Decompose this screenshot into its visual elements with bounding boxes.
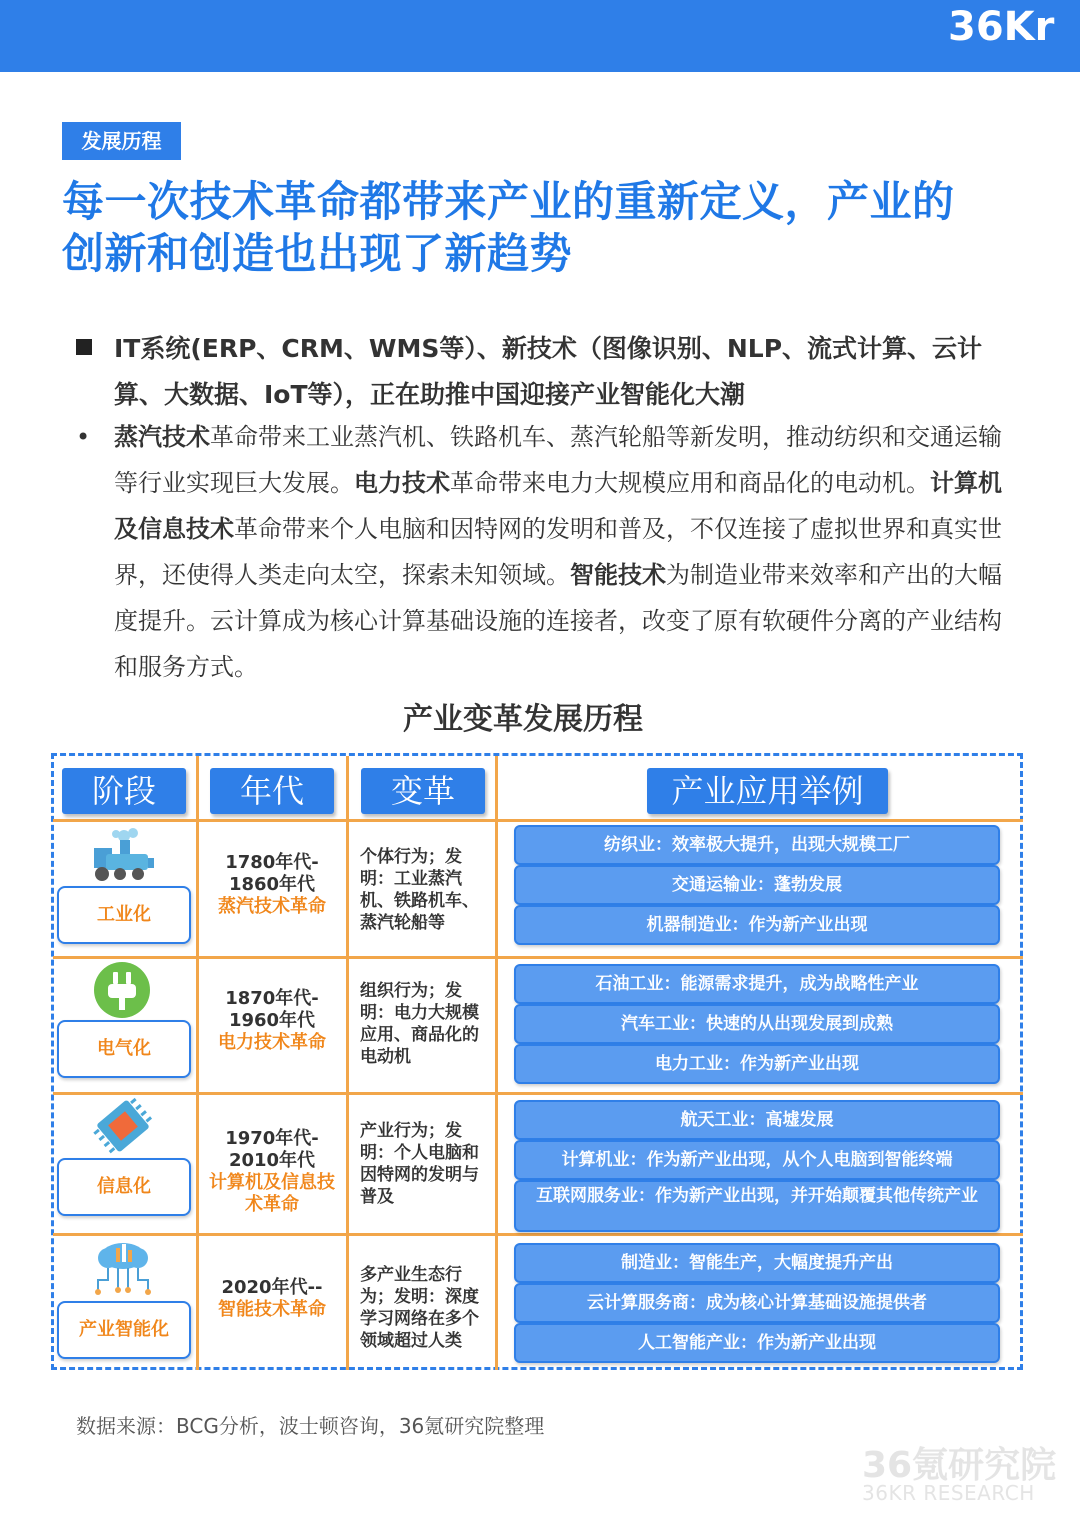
header-stage: 阶段 — [62, 768, 186, 814]
top-banner — [0, 0, 1080, 72]
stage-label: 信息化 — [57, 1158, 191, 1216]
stage-label: 电气化 — [57, 1020, 191, 1078]
example-box: 纺织业：效率极大提升，出现大规模工厂 — [514, 825, 1000, 865]
headline-line-2: 创新和创造也出现了新趋势 — [62, 229, 573, 278]
example-box: 计算机业：作为新产业出现，从个人电脑到智能终端 — [514, 1140, 1000, 1180]
main-bullet — [76, 326, 1006, 418]
main-bullet-line-1: IT系统(ERP、CRM、WMS等）、新技术（图像识别、NLP、流式计算、云计 — [114, 334, 983, 363]
para-text: 为制造业带来效率和产出的大幅度提升。云计算成为核心计算基础设施的连接者，改变了原有软硬件分离的产业结构和服务方式。 — [114, 561, 1002, 681]
era-text: 1860年代 — [228, 874, 316, 895]
change-cell: 产业行为；发明：个人电脑和因特网的发明与普及 — [360, 1121, 479, 1207]
stage-label: 产业智能化 — [57, 1301, 191, 1359]
main-bullet-line-2: 算、大数据、IoT等），正在助推中国迎接产业智能化大潮 — [114, 380, 746, 409]
para-text: 革命带来电力大规模应用和商品化的电动机。 — [450, 469, 930, 497]
example-box: 人工智能产业：作为新产业出现 — [514, 1323, 1000, 1363]
column-divider — [346, 756, 349, 1370]
example-box: 云计算服务商：成为核心计算基础设施提供者 — [514, 1283, 1000, 1323]
bold-term: 计算机及信息技术 — [114, 469, 1002, 543]
example-box: 汽车工业：快速的从出现发展到成熟 — [514, 1004, 1000, 1044]
data-source-note: 数据来源：BCG分析，波士顿咨询，36氪研究院整理 — [76, 1414, 545, 1438]
header-examples: 产业应用举例 — [647, 768, 888, 814]
36kr-logo — [930, 0, 1080, 72]
square-bullet-icon — [76, 339, 92, 355]
plug-icon — [88, 960, 158, 1020]
column-divider — [196, 756, 199, 1370]
row-divider — [53, 1233, 1023, 1236]
example-box: 机器制造业：作为新产业出现 — [514, 905, 1000, 945]
revolution-text: 蒸汽技术革命 — [218, 896, 326, 917]
bold-term: 蒸汽技术 — [114, 423, 210, 451]
header-era: 年代 — [210, 768, 334, 814]
example-box: 电力工业：作为新产业出现 — [514, 1044, 1000, 1084]
revolution-text: 计算机及信息技术革命 — [209, 1172, 335, 1215]
sub-bullet-paragraph — [76, 414, 1006, 690]
dot-bullet-icon: • — [76, 423, 91, 451]
era-cell — [202, 1128, 342, 1216]
headline-line-1: 每一次技术革命都带来产业的重新定义，产业的 — [62, 177, 955, 226]
era-text: 1970年代- — [225, 1128, 319, 1149]
change-cell: 多产业生态行为；发明：深度学习网络在多个领域超过人类 — [360, 1265, 479, 1351]
revolution-text: 电力技术革命 — [218, 1032, 326, 1053]
watermark-title: 36氪研究院 — [862, 1445, 1057, 1486]
era-cell — [202, 988, 342, 1054]
para-text: 革命带来工业蒸汽机、铁路机车、蒸汽轮船等新发明，推动纺织和交通运输等行业实现巨大发展。 — [114, 423, 1002, 497]
cloud-network-icon — [88, 1238, 158, 1298]
example-box: 航天工业：高墟发展 — [514, 1100, 1000, 1140]
page-headline — [62, 176, 1022, 280]
change-cell: 个体行为；发明：工业蒸汽机、铁路机车、蒸汽轮船等 — [360, 847, 479, 933]
chip-icon — [88, 1096, 158, 1156]
example-box: 交通运输业：蓬勃发展 — [514, 865, 1000, 905]
row-divider — [53, 956, 1023, 959]
era-text: 1960年代 — [228, 1010, 316, 1031]
watermark-subtitle: 36KR RESEARCH — [862, 1481, 1035, 1505]
example-box: 互联网服务业：作为新产业出现，并开始颠覆其他传统产业 — [514, 1180, 1000, 1232]
revolution-text: 智能技术革命 — [218, 1299, 326, 1320]
era-text: 2020年代-- — [221, 1277, 323, 1298]
steam-train-icon — [88, 826, 158, 886]
header-change: 变革 — [361, 768, 485, 814]
era-text: 1780年代- — [225, 852, 319, 873]
era-cell — [202, 1277, 342, 1321]
row-divider — [53, 819, 1023, 822]
sub-bullet-text — [114, 414, 1006, 690]
para-text: 革命带来个人电脑和因特网的发明和普及，不仅连接了虚拟世界和真实世界，还使得人类走向太空，探索未知领域。 — [114, 515, 1002, 589]
row-divider — [53, 1092, 1023, 1095]
table-title: 产业变革发展历程 — [403, 702, 643, 737]
bold-term: 电力技术 — [354, 469, 450, 497]
era-text: 1870年代- — [225, 988, 319, 1009]
era-cell — [202, 852, 342, 918]
change-cell: 组织行为；发明：电力大规模应用、商品化的电动机 — [360, 981, 479, 1067]
example-box: 制造业：智能生产，大幅度提升产出 — [514, 1243, 1000, 1283]
bold-term: 智能技术 — [570, 561, 666, 589]
example-box: 石油工业：能源需求提升，成为战略性产业 — [514, 964, 1000, 1004]
section-tag: 发展历程 — [62, 122, 181, 160]
column-divider — [495, 756, 498, 1370]
era-text: 2010年代 — [228, 1150, 316, 1171]
stage-label: 工业化 — [57, 886, 191, 944]
svg-text:36Kr: 36Kr — [948, 4, 1055, 50]
